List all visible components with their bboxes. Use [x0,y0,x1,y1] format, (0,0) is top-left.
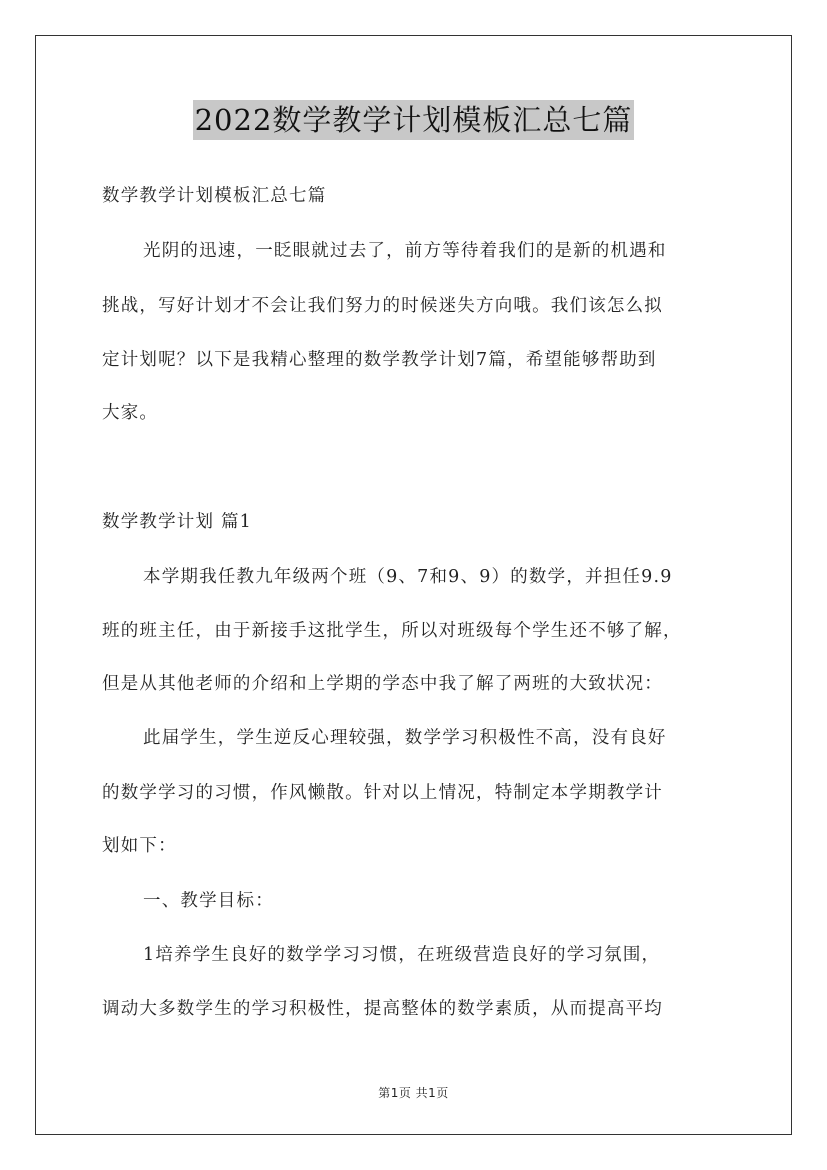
subtitle-line: 数学教学计划模板汇总七篇 [102,186,327,206]
paragraph-line: 定计划呢？以下是我精心整理的数学教学计划7篇，希望能够帮助到 [102,350,657,370]
paragraph-line: 本学期我任教九年级两个班（9、7和9、9）的数学，并担任9.9 [143,567,673,587]
paragraph-line: 光阴的迅速，一眨眼就过去了，前方等待着我们的是新的机遇和 [143,241,667,261]
paragraph-line: 划如下： [102,836,177,856]
paragraph-line: 1培养学生良好的数学学习习惯，在班级营造良好的学习氛围， [143,945,661,965]
paragraph-line: 班的班主任，由于新接手这批学生，所以对班级每个学生还不够了解， [102,621,682,641]
paragraph-line: 的数学学习的习惯，作风懒散。针对以上情况，特制定本学期教学计 [102,783,663,803]
paragraph-line: 挑战，写好计划才不会让我们努力的时候迷失方向哦。我们该怎么拟 [102,296,663,316]
paragraph-line: 一、教学目标： [143,891,274,911]
paragraph-line: 此届学生，学生逆反心理较强，数学学习积极性不高，没有良好 [143,728,667,748]
paragraph-line: 调动大多数学生的学习积极性，提高整体的数学素质，从而提高平均 [102,999,663,1019]
title-container [0,100,827,140]
paragraph-line: 大家。 [102,403,159,423]
page-number-footer: 第1页 共1页 [378,1086,449,1100]
paragraph-line: 但是从其他老师的介绍和上学期的学态中我了解了两班的大致状况： [102,674,663,694]
section-heading: 数学教学计划 篇1 [102,512,252,532]
document-title: 2022数学教学计划模板汇总七篇 [193,100,635,140]
